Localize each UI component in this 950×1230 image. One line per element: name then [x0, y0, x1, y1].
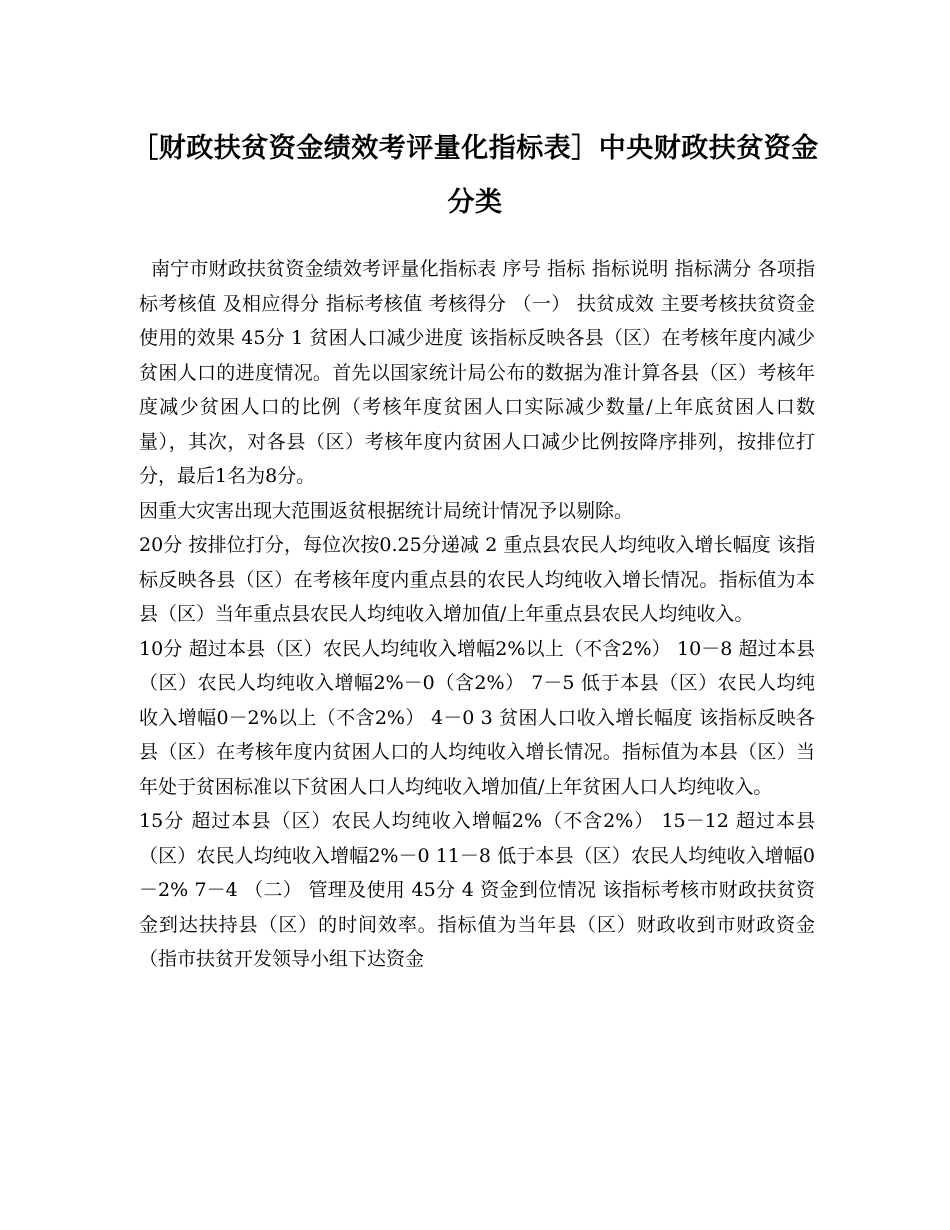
document-title: ［财政扶贫资金绩效考评量化指标表］中央财政扶贫资金分类 — [131, 133, 819, 218]
paragraph-4: 10分 超过本县（区）农民人均纯收入增幅2%以上（不含2%） 10－8 超过本县（区）农民人均纯收入增幅2%－0（含2%） 7－5 低于本县（区）农民人均纯收入增幅0－2%以上（不含2%） 4－0 3 贫困人口收入增长幅度 该指标反映各县（区）在考核年度内贫困人口的人均纯收入增长情况。指标值为本县（区）当年处于贫困标准以下贫困人口人均纯收入增加值/上年贫困人口人均纯收入。 — [139, 637, 815, 798]
paragraph-2: 因重大灾害出现大范围返贫根据统计局统计情况予以剔除。 — [139, 499, 634, 522]
paragraph-5: 15分 超过本县（区）农民人均纯收入增幅2%（不含2%） 15－12 超过本县（区）农民人均纯收入增幅2%－0 11－8 低于本县（区）农民人均纯收入增幅0－2% 7－4 （二） 管理及使用 45分 4 资金到位情况 该指标考核市财政扶贫资金到达扶持县（区）的时间效率。指标值为当年县（区）财政收到市财政资金（指市扶贫开发领导小组下达资金 — [139, 810, 815, 970]
paragraph-1: 南宁市财政扶贫资金绩效考评量化指标表 序号 指标 指标说明 指标满分 各项指标考核值 及相应得分 指标考核值 考核得分 （一） 扶贫成效 主要考核扶贫资金使用的效果 45分 1 贫困人口减少进度 该指标反映各县（区）在考核年度内减少贫困人口的进度情况。首先以国家统计局公布的数据为准计算各县（区）考核年度减少贫困人口的比例（考核年度贫困人口实际减少数量/上年底贫困人口数量），其次，对各县（区）考核年度内贫困人口减少比例按降序排列，按排位打分，最后1名为8分。 — [139, 258, 815, 487]
document-body — [139, 252, 815, 977]
paragraph-3: 20分 按排位打分，每位次按0.25分递减 2 重点县农民人均纯收入增长幅度 该指标反映各县（区）在考核年度内重点县的农民人均纯收入增长情况。指标值为本县（区）当年重点县农民人均纯收入增加值/上年重点县农民人均纯收入。 — [139, 534, 815, 625]
